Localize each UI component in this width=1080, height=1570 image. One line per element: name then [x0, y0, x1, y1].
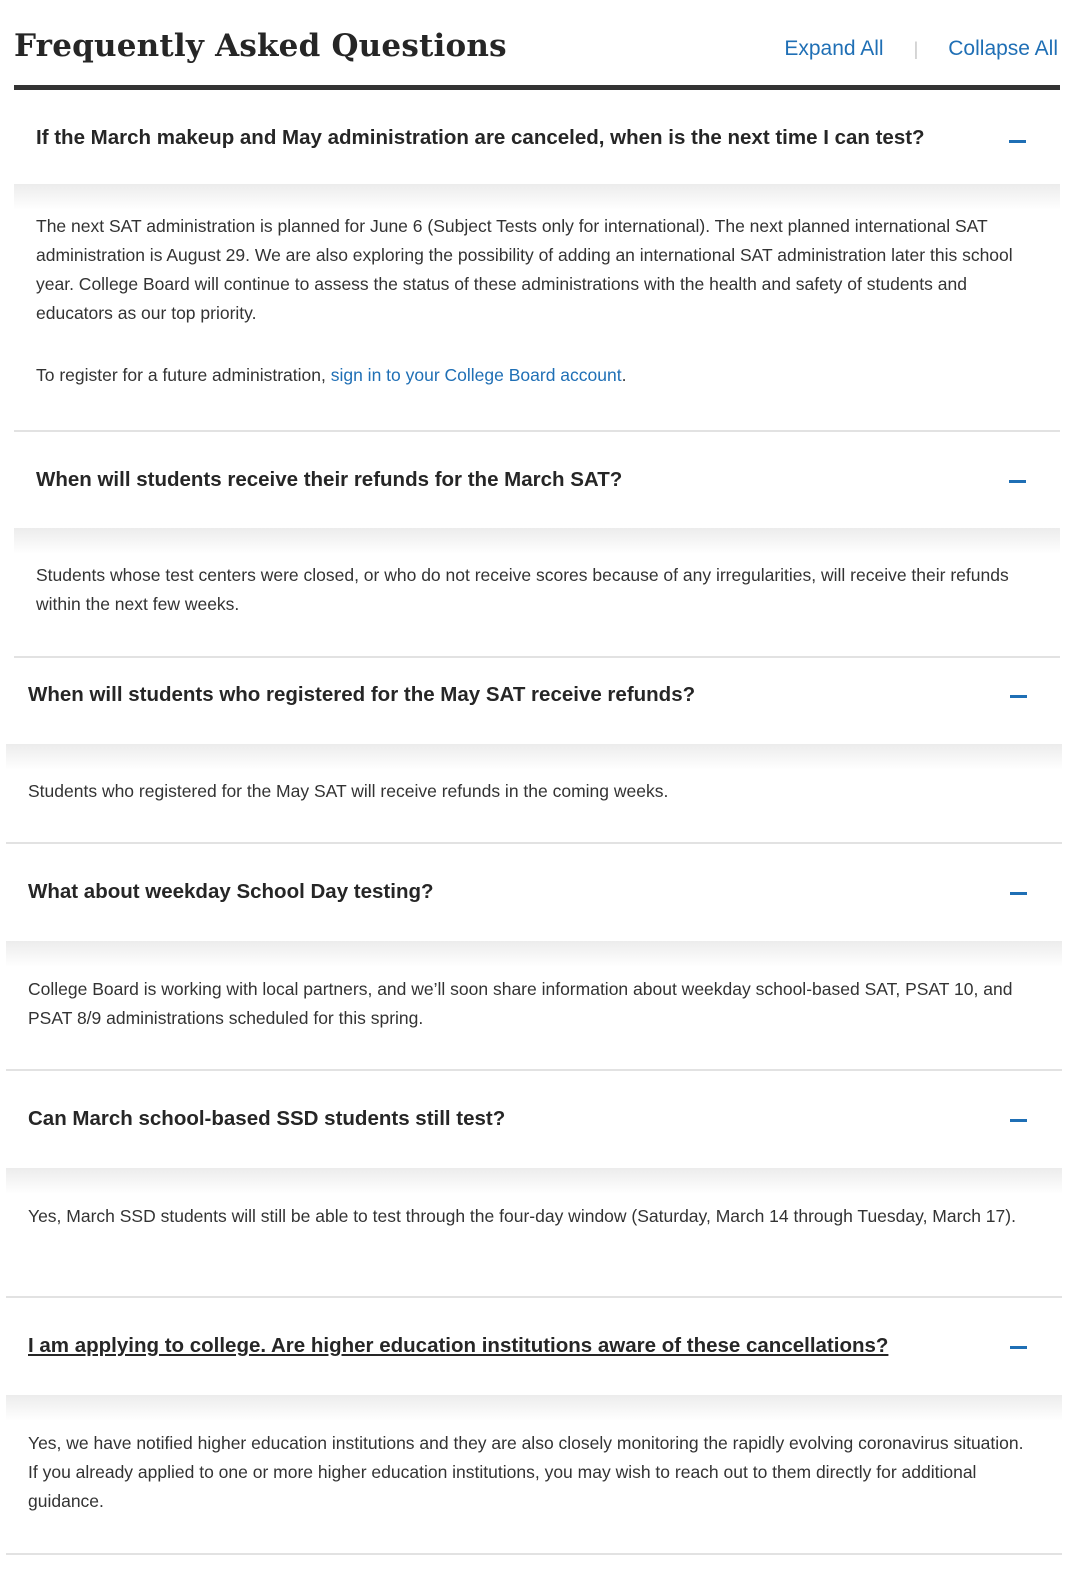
answer-text-segment: .: [621, 365, 627, 385]
faq-item: [0, 1071, 1080, 1226]
faq-item: [0, 844, 1080, 1028]
faq-question-bar[interactable]: [0, 434, 1080, 530]
faq-header: [14, 0, 1060, 92]
faq-question-bar[interactable]: [0, 92, 1080, 188]
faq-answer-text: [36, 361, 1030, 390]
faq-question[interactable]: I am applying to college. Are higher education institutions aware of these cancellations?: [28, 1334, 889, 1357]
faq-answer: [14, 184, 1060, 432]
faq-answer: [6, 744, 1062, 844]
faq-question-bar[interactable]: [0, 844, 1080, 940]
expand-collapse-controls: [784, 37, 1058, 61]
faq-question[interactable]: What about weekday School Day testing?: [28, 880, 434, 903]
faq-answer-text: College Board is working with local partners, and we’ll soon share information about weekday school-based SAT, PSAT 10, and PSAT 8/9 administrations scheduled for this spring.: [28, 979, 1013, 1028]
faq-answer: [6, 1168, 1062, 1298]
faq-question[interactable]: When will students receive their refunds for the March SAT?: [36, 468, 623, 491]
faq-item: [0, 1298, 1080, 1511]
faq-answer-text: Yes, March SSD students will still be able to test through the four-day window (Saturday, March 14 through Tuesday, March 17).: [28, 1206, 1016, 1226]
collapse-minus-icon[interactable]: [1009, 140, 1026, 143]
faq-question[interactable]: Can March school-based SSD students still test?: [28, 1107, 506, 1130]
faq-question-bar[interactable]: [0, 658, 1080, 754]
collapse-all-link[interactable]: Collapse All: [948, 37, 1058, 60]
faq-question-bar[interactable]: [0, 1071, 1080, 1167]
collapse-minus-icon[interactable]: [1009, 480, 1026, 483]
faq-answer: [14, 528, 1060, 658]
page-title: Frequently Asked Questions: [14, 28, 507, 64]
link-separator: |: [913, 38, 919, 59]
faq-item: [0, 658, 1080, 801]
faq-question[interactable]: When will students who registered for the May SAT receive refunds?: [28, 683, 696, 706]
faq-answer-text: Students whose test centers were closed, or who do not receive scores because of any irregularities, will receive their refunds within the next few weeks.: [36, 565, 1009, 614]
faq-answer-text: Yes, we have notified higher education institutions and they are also closely monitoring the rapidly evolving coronavirus situation. If you already applied to one or more higher education institutions, you may wish to reach out to them directly for additional guidance.: [28, 1433, 1024, 1511]
faq-answer: [6, 1395, 1062, 1555]
faq-answer-text: Students who registered for the May SAT will receive refunds in the coming weeks.: [28, 781, 669, 801]
collapse-minus-icon[interactable]: [1010, 695, 1027, 698]
collapse-minus-icon[interactable]: [1010, 1346, 1027, 1349]
faq-answer: [6, 941, 1062, 1071]
answer-text-segment: To register for a future administration,: [36, 365, 331, 385]
faq-answer-text: The next SAT administration is planned for June 6 (Subject Tests only for international). The next planned international SAT administration is August 29. We are also exploring the possibility of adding an international SAT administration later this school year. College Board will continue to assess the status of these administrations with the health and safety of students and educators as our top priority.: [36, 216, 1013, 323]
faq-question[interactable]: If the March makeup and May administration are canceled, when is the next time I can test?: [36, 126, 925, 149]
faq-question-bar[interactable]: [0, 1298, 1080, 1394]
faq-item: [0, 92, 1080, 385]
collapse-minus-icon[interactable]: [1010, 892, 1027, 895]
collapse-minus-icon[interactable]: [1010, 1119, 1027, 1122]
faq-item: [0, 434, 1080, 614]
sign-in-link[interactable]: sign in to your College Board account: [330, 365, 622, 385]
expand-all-link[interactable]: Expand All: [784, 37, 884, 60]
header-divider: [14, 85, 1060, 90]
